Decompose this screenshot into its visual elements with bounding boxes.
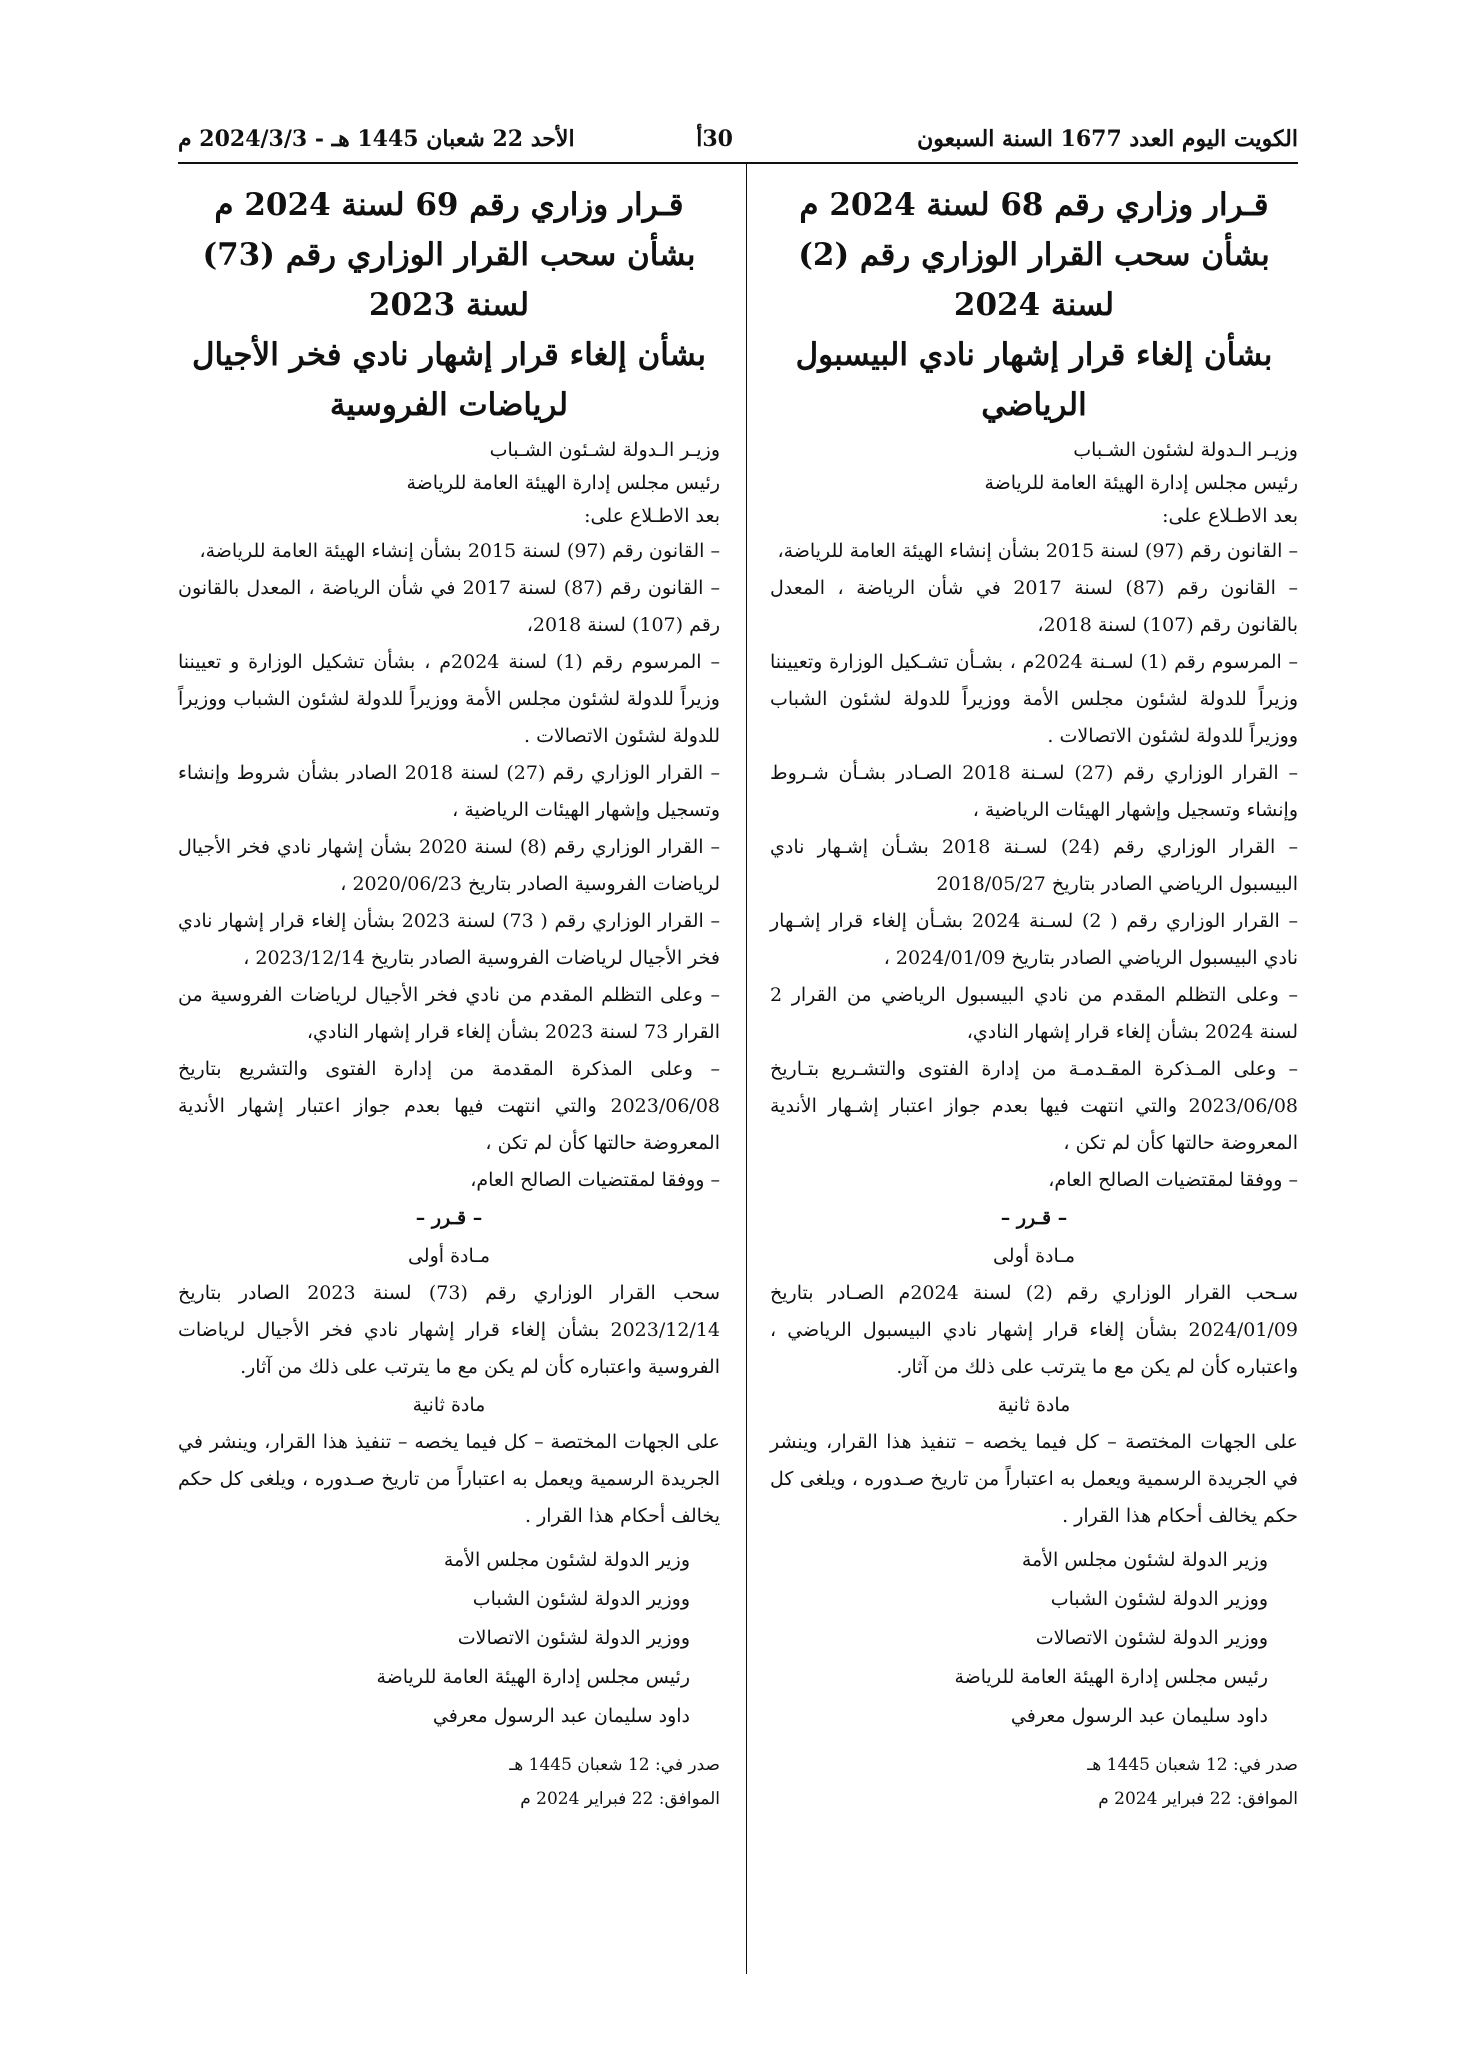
recital: – القرار الوزاري رقم (27) لسـنة 2018 الصـادر بشـأن شـروط وإنشاء وتسجيل وإشهار الهيئات الرياضية ، — [770, 762, 1298, 821]
decision-69-subtitle: بشأن إلغاء قرار إشهار نادي فخر الأجيال — [192, 337, 706, 373]
recital: – وعلى المـذكرة المقـدمـة من إدارة الفتوى والتشـريع بتـاريخ 2023/06/08 والتي انتهت فيها بعدم جواز اعتبار إشـهار الأندية المعروضة حالتها كأن لم تكن ، — [770, 1058, 1298, 1154]
decided-heading: – قـرر – — [1000, 1207, 1068, 1229]
decision-69-column — [178, 180, 720, 1816]
decision-68-subtitle: بشأن إلغاء قرار إشهار نادي البيسبول الرياضي — [795, 337, 1273, 423]
decision-68-column — [770, 180, 1298, 1816]
intro-line: بعد الاطـلاع على: — [584, 505, 720, 527]
article-1-text: سحب القرار الوزاري رقم (73) لسنة 2023 الصادر بتاريخ 2023/12/14 بشأن إلغاء قرار إشهار نادي فخر الأجيال لرياضات الفروسية واعتباره كأن لم يكن مع ما يترتب على ذلك من آثار. — [178, 1282, 720, 1378]
article-2-heading: مادة ثانية — [412, 1394, 486, 1416]
recital: – وعلى المذكرة المقدمة من إدارة الفتوى والتشريع بتاريخ 2023/06/08 والتي انتهت فيها بعدم جواز اعتبار إشهار الأندية المعروضة حالتها كأن لم تكن ، — [178, 1058, 720, 1154]
recital: – ووفقا لمقتضيات الصالح العام، — [1048, 1169, 1298, 1191]
signature-block — [770, 1541, 1298, 1736]
issue-date-block — [178, 1748, 720, 1816]
decision-69-subtitle: لرياضات الفروسية — [329, 387, 569, 423]
recital: – القانون رقم (97) لسنة 2015 بشأن إنشاء الهيئة العامة للرياضة، — [199, 540, 720, 562]
recital: – القرار الوزاري رقم (24) لسـنة 2018 بشـأن إشـهار نادي البيسبول الرياضي الصادر بتاريخ 2018/05/27 — [770, 836, 1299, 895]
article-2-text: على الجهات المختصة – كل فيما يخصه – تنفيذ هذا القرار، وينشر في الجريدة الرسمية ويعمل به اعتباراً من تاريخ صـدوره ، ويلغى كل حكم يخالف أحكام هذا القرار . — [770, 1431, 1298, 1527]
issued-gregorian: الموافق: 22 فبراير 2024 م — [1098, 1789, 1298, 1809]
issue-date-block — [770, 1748, 1298, 1816]
decision-69-intro — [178, 434, 720, 533]
recital: – المرسوم رقم (1) لسنة 2024م ، بشأن تشكيل الوزارة و تعييننا وزيراً للدولة لشئون مجلس الأمة ووزيراً للدولة لشئون الشباب ووزيراً للدولة لشئون الاتصالات . — [178, 651, 720, 747]
page-header — [178, 122, 1298, 162]
signatory-name: داود سليمان عبد الرسول معرفي — [432, 1705, 690, 1727]
article-1-heading: مـادة أولى — [407, 1245, 491, 1267]
signature-line: ووزير الدولة لشئون الشباب — [472, 1588, 690, 1610]
signature-line: ووزير الدولة لشئون الاتصالات — [1035, 1627, 1268, 1649]
article-2-heading: مادة ثانية — [997, 1394, 1071, 1416]
recital: – القانون رقم (87) لسنة 2017 في شأن الرياضة ، المعدل بالقانون رقم (107) لسنة 2018، — [770, 577, 1298, 636]
recital: – وعلى التظلم المقدم من نادي فخر الأجيال لرياضات الفروسية من القرار 73 لسنة 2023 بشأن إلغاء قرار إشهار النادي، — [178, 984, 720, 1043]
recital: – القرار الوزاري رقم ( 2) لسـنة 2024 بشـأن إلغاء قرار إشـهار نادي البيسبول الرياضي الصادر بتاريخ 2024/01/09 ، — [770, 910, 1299, 969]
column-divider — [746, 164, 747, 1974]
signature-line: رئيس مجلس إدارة الهيئة العامة للرياضة — [954, 1666, 1268, 1688]
recital: – القانون رقم (97) لسنة 2015 بشأن إنشاء الهيئة العامة للرياضة، — [777, 540, 1298, 562]
intro-line: وزيـر الـدولة لشـئون الشـباب — [489, 439, 720, 461]
issued-hijri: صدر في: 12 شعبان 1445 هـ — [509, 1755, 720, 1775]
article-2-text: على الجهات المختصة – كل فيما يخصه – تنفيذ هذا القرار، وينشر في الجريدة الرسمية ويعمل به اعتباراً من تاريخ صـدوره ، ويلغى كل حكم يخالف أحكام هذا القرار . — [178, 1431, 720, 1527]
recital: – وعلى التظلم المقدم من نادي البيسبول الرياضي من القرار 2 لسنة 2024 بشأن إلغاء قرار إشهار النادي، — [770, 984, 1298, 1043]
recital: – القرار الوزاري رقم (8) لسنة 2020 بشأن إشهار نادي فخر الأجيال لرياضات الفروسية الصادر بتاريخ 2020/06/23 ، — [178, 836, 720, 895]
decision-68-intro — [770, 434, 1298, 533]
recital: – ووفقا لمقتضيات الصالح العام، — [470, 1169, 720, 1191]
decision-69-title: قـرار وزاري رقم 69 لسنة 2024 م — [214, 187, 684, 223]
decision-68-title: قـرار وزاري رقم 68 لسنة 2024 م — [799, 187, 1269, 223]
recital: – المرسوم رقم (1) لسـنة 2024م ، بشـأن تشـكيل الوزارة وتعييننا وزيراً للدولة لشئون مجلس الأمة ووزيراً للدولة لشئون الشباب ووزيراً للدولة لشئون الاتصالات . — [770, 651, 1299, 747]
signature-line: وزير الدولة لشئون مجلس الأمة — [1021, 1549, 1268, 1571]
intro-line: رئيس مجلس إدارة الهيئة العامة للرياضة — [984, 472, 1298, 494]
signature-line: رئيس مجلس إدارة الهيئة العامة للرياضة — [376, 1666, 690, 1688]
decided-heading: – قـرر – — [415, 1207, 483, 1229]
issued-hijri: صدر في: 12 شعبان 1445 هـ — [1087, 1755, 1298, 1775]
issued-gregorian: الموافق: 22 فبراير 2024 م — [520, 1789, 720, 1809]
article-1-heading: مـادة أولى — [992, 1245, 1076, 1267]
signature-line: وزير الدولة لشئون مجلس الأمة — [443, 1549, 690, 1571]
signatory-name: داود سليمان عبد الرسول معرفي — [1010, 1705, 1268, 1727]
intro-line: وزيـر الـدولة لشئون الشـباب — [1073, 439, 1298, 461]
signature-block — [178, 1541, 720, 1736]
article-1-text: سـحب القرار الوزاري رقم (2) لسنة 2024م الصـادر بتاريخ 2024/01/09 بشأن إلغاء قرار إشهار نادي البيسبول الرياضي ، واعتباره كأن لم يكن مع ما يترتب على ذلك من آثار. — [770, 1282, 1298, 1378]
header-rule — [178, 162, 1298, 164]
recital: – القانون رقم (87) لسنة 2017 في شأن الرياضة ، المعدل بالقانون رقم (107) لسنة 2018، — [178, 577, 721, 636]
page-number: 30أ — [696, 126, 733, 152]
signature-line: ووزير الدولة لشئون الشباب — [1050, 1588, 1268, 1610]
intro-line: رئيس مجلس إدارة الهيئة العامة للرياضة — [406, 472, 720, 494]
signature-line: ووزير الدولة لشئون الاتصالات — [457, 1627, 690, 1649]
intro-line: بعد الاطـلاع على: — [1162, 505, 1298, 527]
recital: – القرار الوزاري رقم ( 73) لسنة 2023 بشأن إلغاء قرار إشهار نادي فخر الأجيال لرياضات الفروسية الصادر بتاريخ 2023/12/14 ، — [178, 910, 720, 969]
header-issue-info: الكويت اليوم العدد 1677 السنة السبعون — [917, 126, 1298, 152]
recital: – القرار الوزاري رقم (27) لسنة 2018 الصادر بشأن شروط وإنشاء وتسجيل وإشهار الهيئات الرياضية ، — [178, 762, 720, 821]
decision-68-subtitle: بشأن سحب القرار الوزاري رقم (2) لسنة 2024 — [798, 237, 1270, 323]
decision-69-subtitle: بشأن سحب القرار الوزاري رقم (73) لسنة 2023 — [202, 237, 696, 323]
header-date: الأحد 22 شعبان 1445 هـ - 2024/3/3 م — [178, 126, 575, 152]
